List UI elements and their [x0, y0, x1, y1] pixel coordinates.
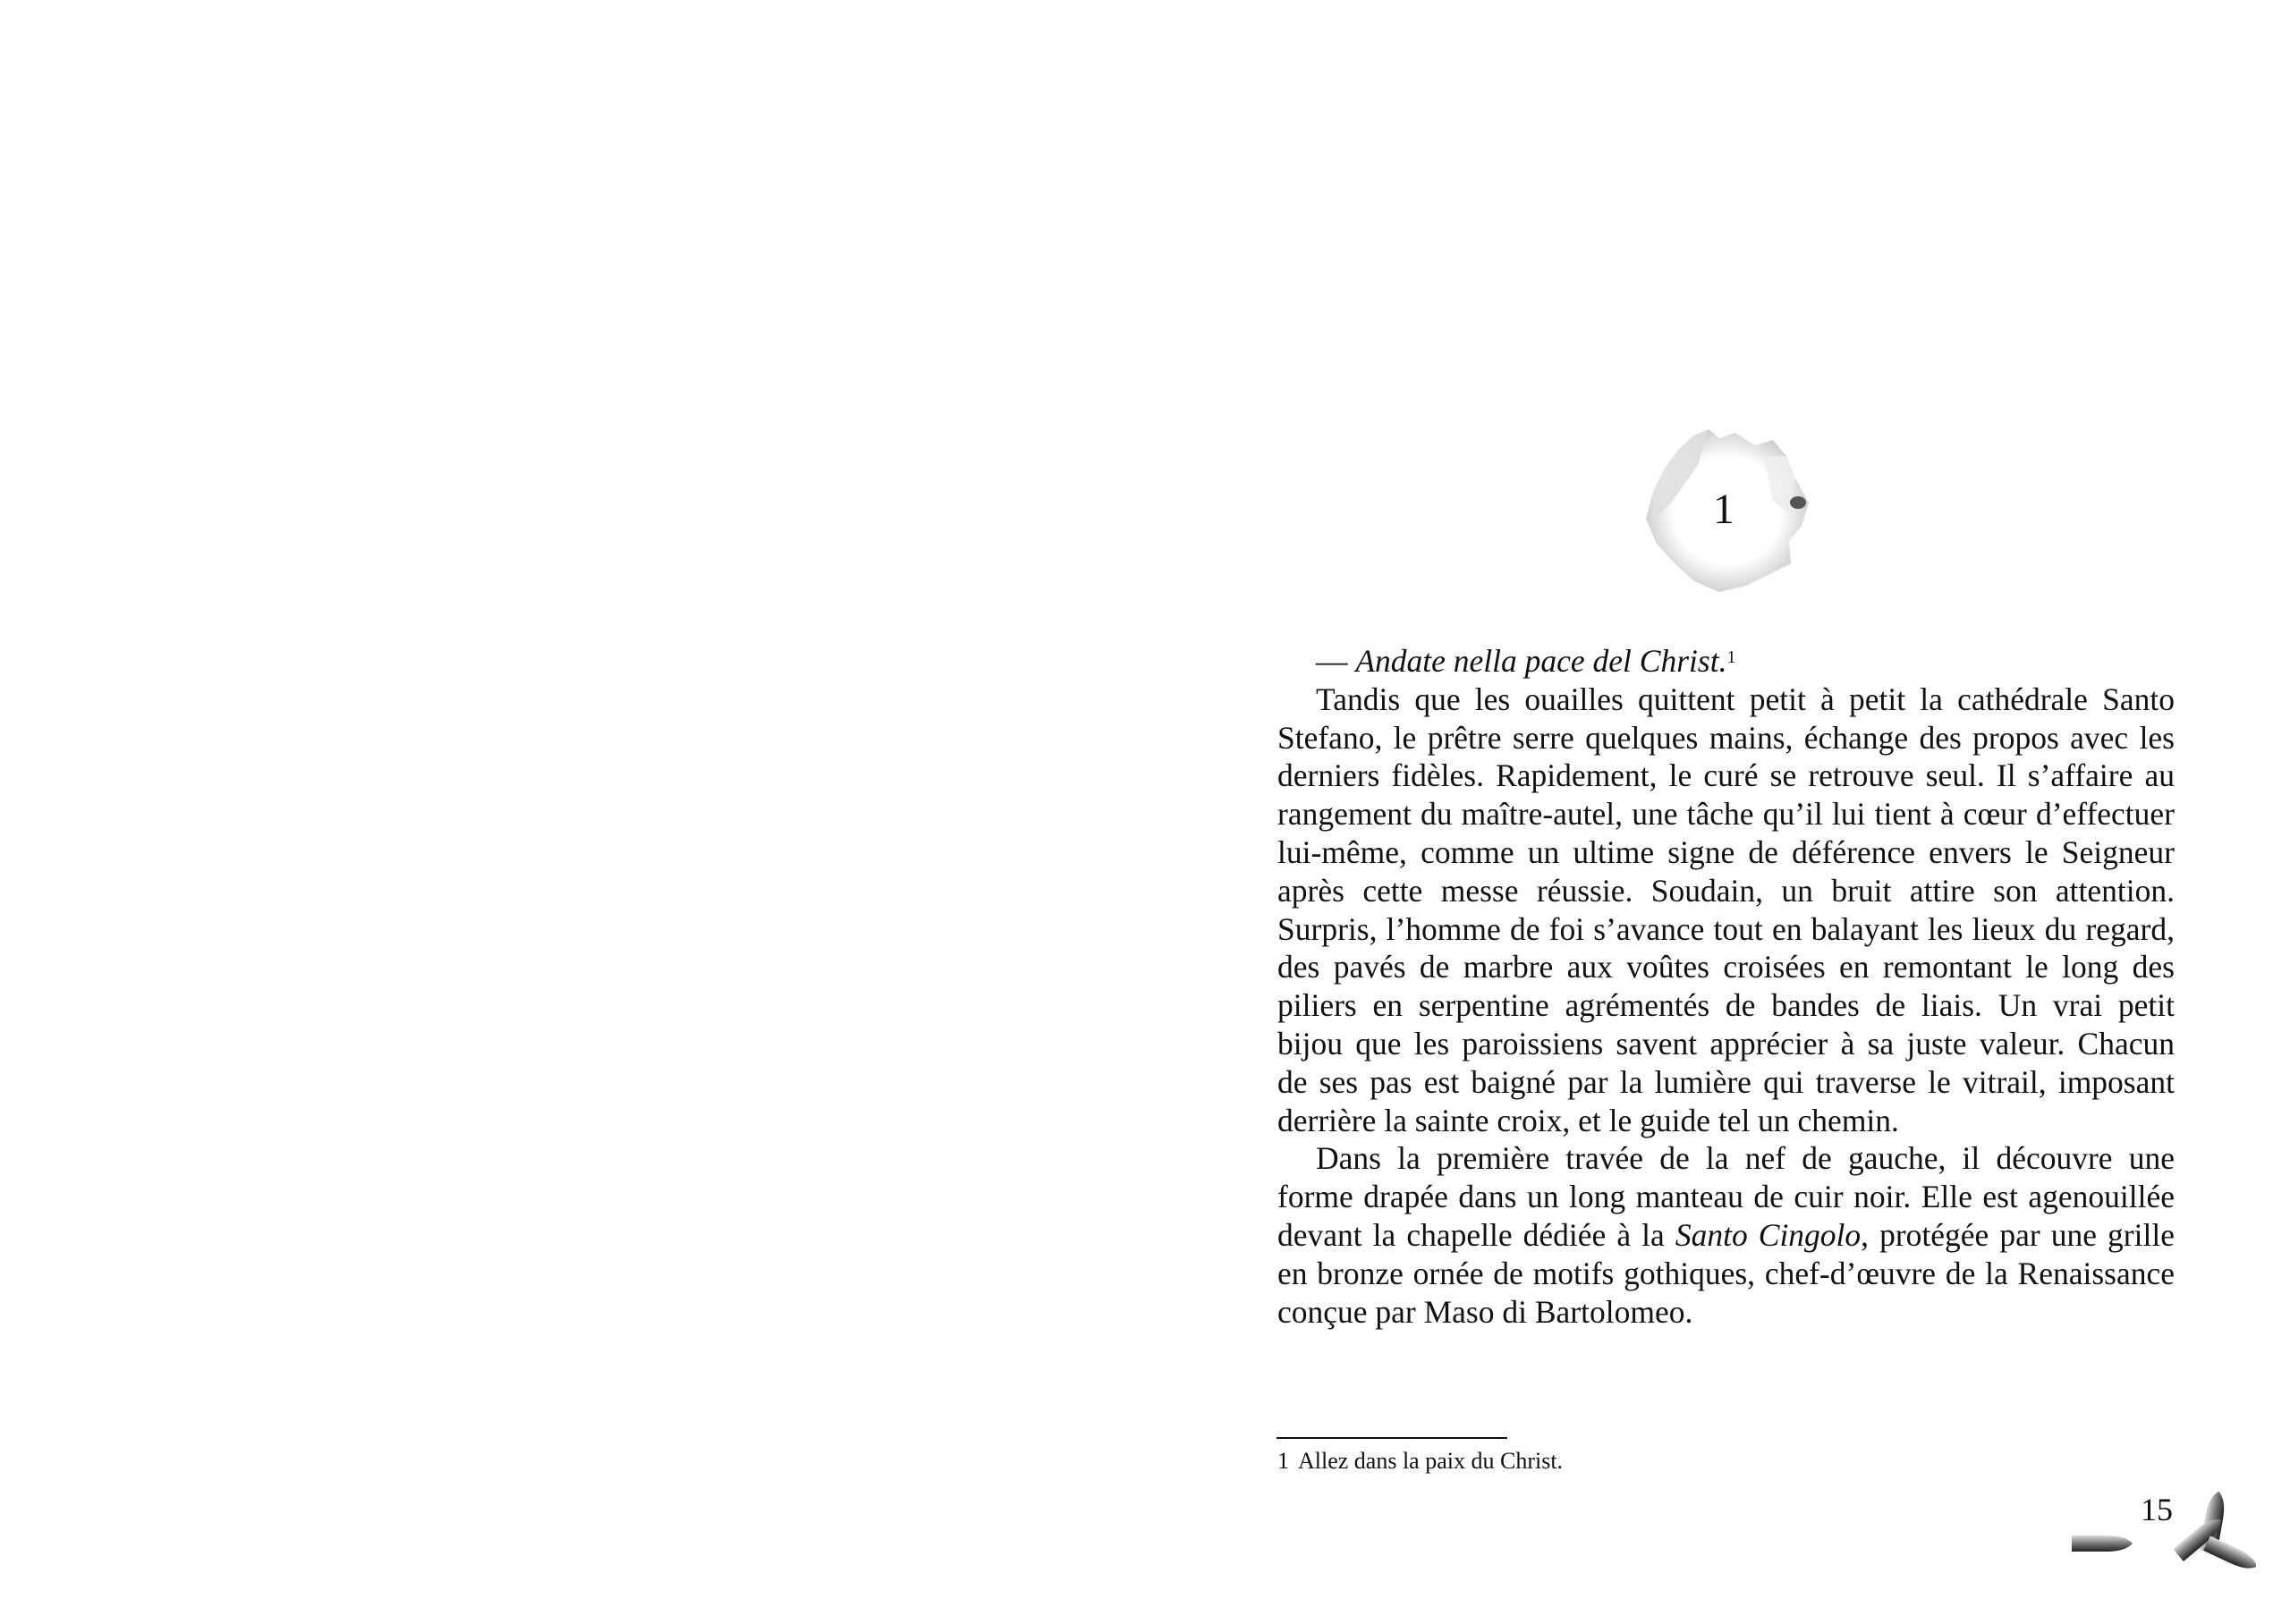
text-line — [1277, 681, 2175, 719]
text-segment: , protégée par une grille — [1861, 1216, 2175, 1253]
footnote-number: 1 — [1277, 1448, 1289, 1474]
italic-text: Andate nella pace del Christ. — [1355, 643, 1727, 679]
text-line — [1277, 833, 2175, 872]
text-segment: conçue par Maso di Bartolomeo. — [1277, 1293, 1693, 1330]
text-line — [1277, 795, 2175, 833]
text-line — [1277, 986, 2175, 1025]
text-segment: bijou que les paroissiens savent apprécier à sa juste valeur. Chacun — [1277, 1025, 2175, 1062]
text-line — [1277, 642, 2175, 681]
text-segment: après cette messe réussie. Soudain, un bruit attire son attention. — [1277, 872, 2175, 909]
text-segment: forme drapée dans un long manteau de cuir noir. Elle est agenouillée — [1277, 1179, 2175, 1215]
text-segment: Surpris, l’homme de foi s’avance tout en balayant les lieux du regard, — [1277, 910, 2175, 947]
text-segment: Stefano, le prêtre serre quelques mains, échange des propos avec les — [1277, 719, 2175, 756]
text-line — [1277, 1255, 2175, 1293]
text-segment: Dans la première travée de la nef de gauche, il découvre une — [1316, 1140, 2175, 1177]
text-line — [1277, 1178, 2175, 1216]
text-segment: derrière la sainte croix, et le guide tel un chemin. — [1277, 1102, 1899, 1138]
footnote-divider — [1276, 1437, 1507, 1439]
text-segment: — — [1316, 643, 1356, 679]
text-segment: Tandis que les ouailles quittent petit à petit la cathédrale Santo — [1316, 681, 2175, 717]
text-segment: devant la chapelle dédiée à la — [1277, 1216, 1675, 1253]
page-number: 15 — [2141, 1492, 2173, 1527]
bullet-cartridges-ornament — [2068, 1480, 2256, 1569]
text-segment: en bronze ornée de motifs gothiques, chef-d’œuvre de la Renaissance — [1277, 1255, 2175, 1291]
chapter-number: 1 — [1713, 486, 1734, 533]
text-line — [1277, 757, 2175, 795]
italic-text: Santo Cingolo — [1675, 1216, 1862, 1253]
text-line — [1277, 948, 2175, 986]
text-line — [1277, 872, 2175, 910]
text-segment: derniers fidèles. Rapidement, le curé se retrouve seul. Il s’affaire au — [1277, 757, 2175, 794]
text-line — [1277, 910, 2175, 949]
text-line — [1277, 1025, 2175, 1063]
text-segment: de ses pas est baigné par la lumière qui traverse le vitrail, imposant — [1277, 1063, 2175, 1100]
text-line — [1277, 719, 2175, 757]
text-segment: des pavés de marbre aux voûtes croisées en remontant le long des — [1277, 949, 2175, 985]
footnote-reference: 1 — [1726, 647, 1736, 667]
footnote — [1277, 1447, 1563, 1476]
text-line — [1277, 1293, 2175, 1332]
text-line — [1277, 1216, 2175, 1255]
text-segment: rangement du maître-autel, une tâche qu’il lui tient à cœur d’effectuer — [1277, 796, 2175, 833]
text-line — [1277, 1102, 2175, 1140]
text-segment: piliers en serpentine agrémentés de bandes de liais. Un vrai petit — [1277, 987, 2175, 1024]
text-line — [1277, 1139, 2175, 1178]
chapter-body-text — [1277, 642, 2175, 1331]
text-segment: lui-même, comme un ultime signe de déférence envers le Seigneur — [1277, 833, 2175, 870]
text-line — [1277, 1063, 2175, 1102]
footnote-text: Allez dans la paix du Christ. — [1298, 1448, 1564, 1474]
